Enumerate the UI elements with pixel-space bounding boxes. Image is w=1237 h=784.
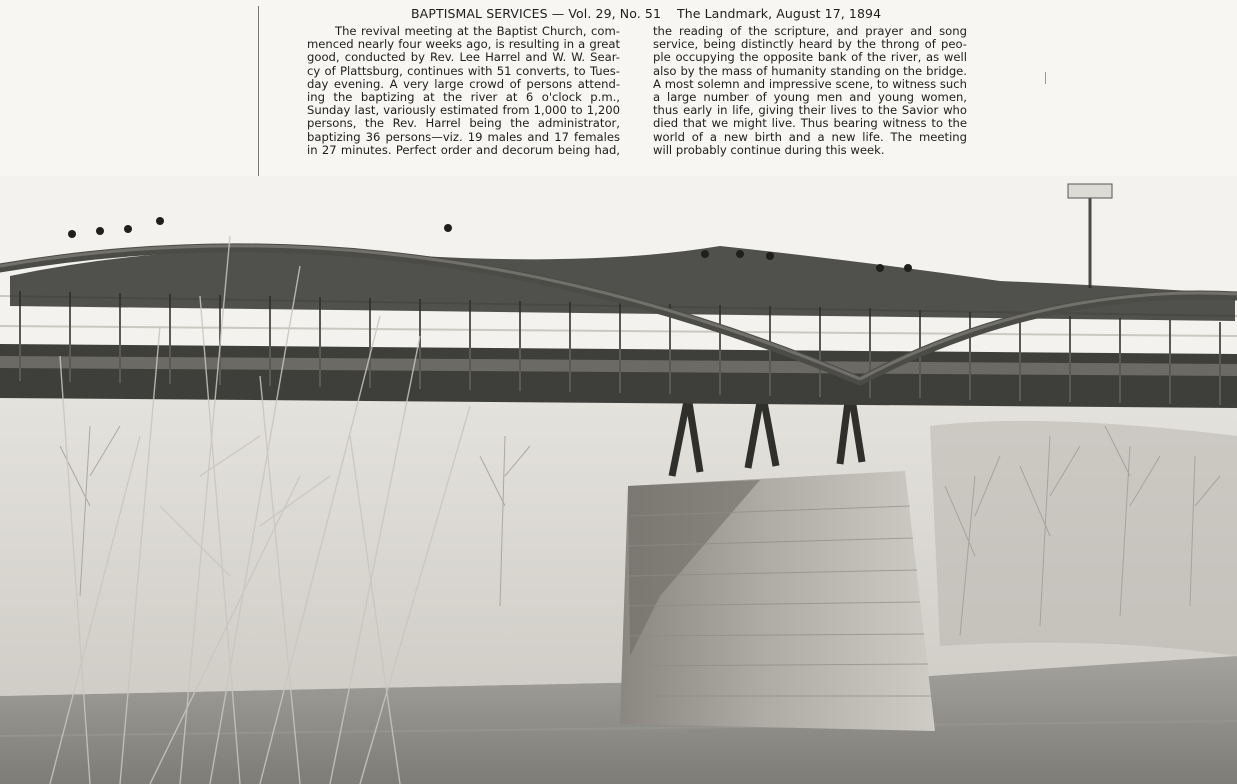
article-line: in 27 minutes. Perfect order and decorum being had, bbox=[307, 142, 620, 157]
article-line: ing the baptizing at the river at 6 o'clock p.m., bbox=[307, 90, 620, 105]
article-line: service, being distinctly heard by the throng of peo- bbox=[653, 37, 967, 52]
article-column-left bbox=[307, 25, 620, 157]
column-rule bbox=[258, 6, 259, 192]
article-line: also by the mass of humanity standing on the bridge. bbox=[653, 63, 967, 78]
margin-mark bbox=[1045, 72, 1046, 84]
article-line: persons, the Rev. Harrel being the administrator, bbox=[307, 116, 620, 131]
article-line: the reading of the scripture, and prayer and song bbox=[653, 24, 967, 38]
article-line: menced nearly four weeks ago, is resulting in a great bbox=[307, 37, 620, 52]
article-line: day evening. A very large crowd of persons attend- bbox=[307, 76, 620, 91]
article-line: Sunday last, variously estimated from 1,000 to 1,200 bbox=[307, 103, 620, 118]
article-line: ple occupying the opposite bank of the river, as well bbox=[653, 50, 967, 65]
article-line: The revival meeting at the Baptist Church, com- bbox=[335, 24, 620, 38]
bridge-photograph bbox=[0, 176, 1237, 784]
article-line: a large number of young men and young women, bbox=[653, 90, 967, 105]
far-hillside bbox=[930, 421, 1237, 656]
header-title: BAPTISMAL SERVICES — Vol. 29, No. 51 bbox=[411, 6, 662, 21]
article-line: A most solemn and impressive scene, to witness such bbox=[653, 76, 967, 91]
header-source: The Landmark, August 17, 1894 bbox=[677, 6, 882, 21]
article-line: cy of Plattsburg, continues with 51 converts, to Tues- bbox=[307, 63, 620, 78]
article-line: thus early in life, giving their lives to the Savior who bbox=[653, 103, 967, 118]
article-line: good, conducted by Rev. Lee Harrel and W. W. Sear- bbox=[307, 50, 620, 65]
article-column-right bbox=[653, 25, 967, 157]
stone-pier bbox=[620, 471, 935, 731]
article-line: baptizing 36 persons—viz. 19 males and 17 females bbox=[307, 129, 620, 144]
article-line: will probably continue during this week. bbox=[653, 142, 885, 157]
article-line: died that we might live. Thus bearing witness to the bbox=[653, 116, 967, 131]
article-line: world of a new birth and a new life. The meeting bbox=[653, 129, 967, 144]
